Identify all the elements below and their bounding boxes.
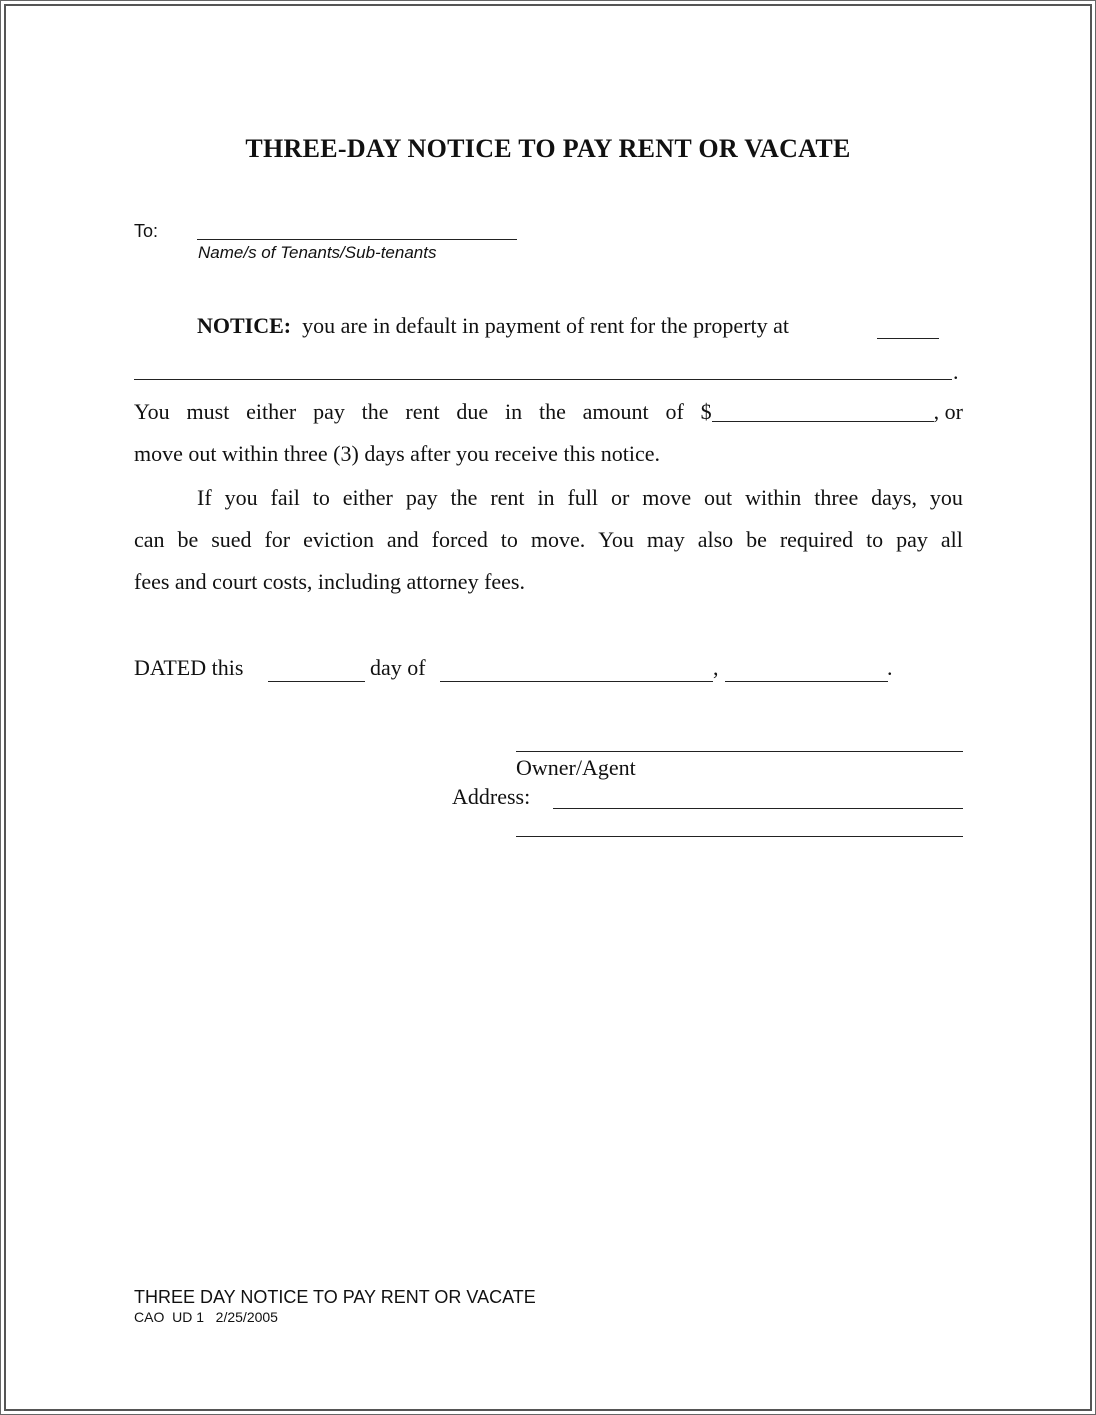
word: must — [186, 399, 230, 424]
word: to — [500, 527, 518, 552]
word: out — [704, 485, 733, 510]
word: required — [779, 527, 854, 552]
word: or — [610, 485, 630, 510]
property-address-field[interactable] — [134, 379, 952, 380]
word: rent — [405, 399, 440, 424]
dated-day-field[interactable] — [268, 681, 365, 682]
word: days, — [871, 485, 917, 510]
word: pay — [405, 485, 438, 510]
owner-agent-label: Owner/Agent — [516, 755, 636, 780]
fail-line-2 — [134, 527, 963, 553]
tenant-name-field[interactable] — [197, 239, 517, 240]
word: fail — [270, 485, 300, 510]
word: the — [361, 399, 389, 424]
dated-label: DATED this — [134, 655, 244, 680]
comma-or: , or — [933, 399, 963, 424]
word: the — [450, 485, 478, 510]
word: be — [177, 527, 199, 552]
notice-label: NOTICE: — [197, 313, 292, 338]
dated-comma: , — [713, 655, 719, 680]
word: eviction — [303, 527, 374, 552]
day-of-label: day of — [370, 655, 426, 680]
fail-line-1 — [197, 485, 963, 511]
footer-title: THREE DAY NOTICE TO PAY RENT OR VACATE — [134, 1287, 536, 1307]
word: either — [342, 485, 393, 510]
word: sued — [211, 527, 252, 552]
word: move — [642, 485, 692, 510]
word: may — [646, 527, 685, 552]
dollar-sign: $ — [700, 399, 712, 424]
word: you — [224, 485, 258, 510]
word: within — [745, 485, 802, 510]
owner-address-field-2[interactable] — [516, 836, 963, 837]
word: forced — [431, 527, 488, 552]
word: of — [665, 399, 684, 424]
dated-period: . — [887, 655, 893, 680]
word: to — [312, 485, 330, 510]
word: for — [264, 527, 291, 552]
word: move. — [530, 527, 586, 552]
word: all — [940, 527, 963, 552]
word: If — [197, 485, 212, 510]
rent-amount-field[interactable] — [712, 399, 934, 422]
fail-line-3: fees and court costs, including attorney fees. — [134, 569, 525, 594]
word: be — [746, 527, 767, 552]
to-label: To: — [134, 221, 159, 241]
word: the — [538, 399, 566, 424]
word: can — [134, 527, 165, 552]
word: also — [697, 527, 734, 552]
word: to — [866, 527, 884, 552]
owner-address-field-1[interactable] — [553, 808, 963, 809]
word: You — [598, 527, 634, 552]
footer-code: CAO UD 1 2/25/2005 — [134, 1309, 278, 1325]
word: either — [246, 399, 297, 424]
notice-text: you are in default in payment of rent for the property at — [302, 313, 790, 338]
word: in — [537, 485, 555, 510]
word: due — [456, 399, 489, 424]
pay-line-1 — [134, 399, 963, 425]
tenant-name-caption: Name/s of Tenants/Sub-tenants — [198, 243, 437, 262]
word: pay — [896, 527, 928, 552]
dated-month-field[interactable] — [440, 681, 713, 682]
page-border-inner — [4, 4, 1092, 1411]
owner-signature-field[interactable] — [516, 751, 963, 752]
word: amount — [582, 399, 649, 424]
pay-line-2: move out within three (3) days after you receive this notice. — [134, 441, 660, 466]
word: rent — [490, 485, 525, 510]
word: full — [567, 485, 599, 510]
amount-group — [701, 399, 963, 425]
word: three — [814, 485, 859, 510]
document-title: THREE-DAY NOTICE TO PAY RENT OR VACATE — [245, 134, 851, 163]
word: you — [929, 485, 963, 510]
dated-year-field[interactable] — [725, 681, 888, 682]
word: You — [134, 399, 170, 424]
address-period: . — [953, 359, 959, 384]
address-label: Address: — [452, 784, 531, 809]
word: and — [386, 527, 419, 552]
notice-paragraph-line1 — [197, 313, 789, 339]
word: pay — [313, 399, 345, 424]
property-address-field-start[interactable] — [877, 338, 939, 339]
word: in — [505, 399, 523, 424]
